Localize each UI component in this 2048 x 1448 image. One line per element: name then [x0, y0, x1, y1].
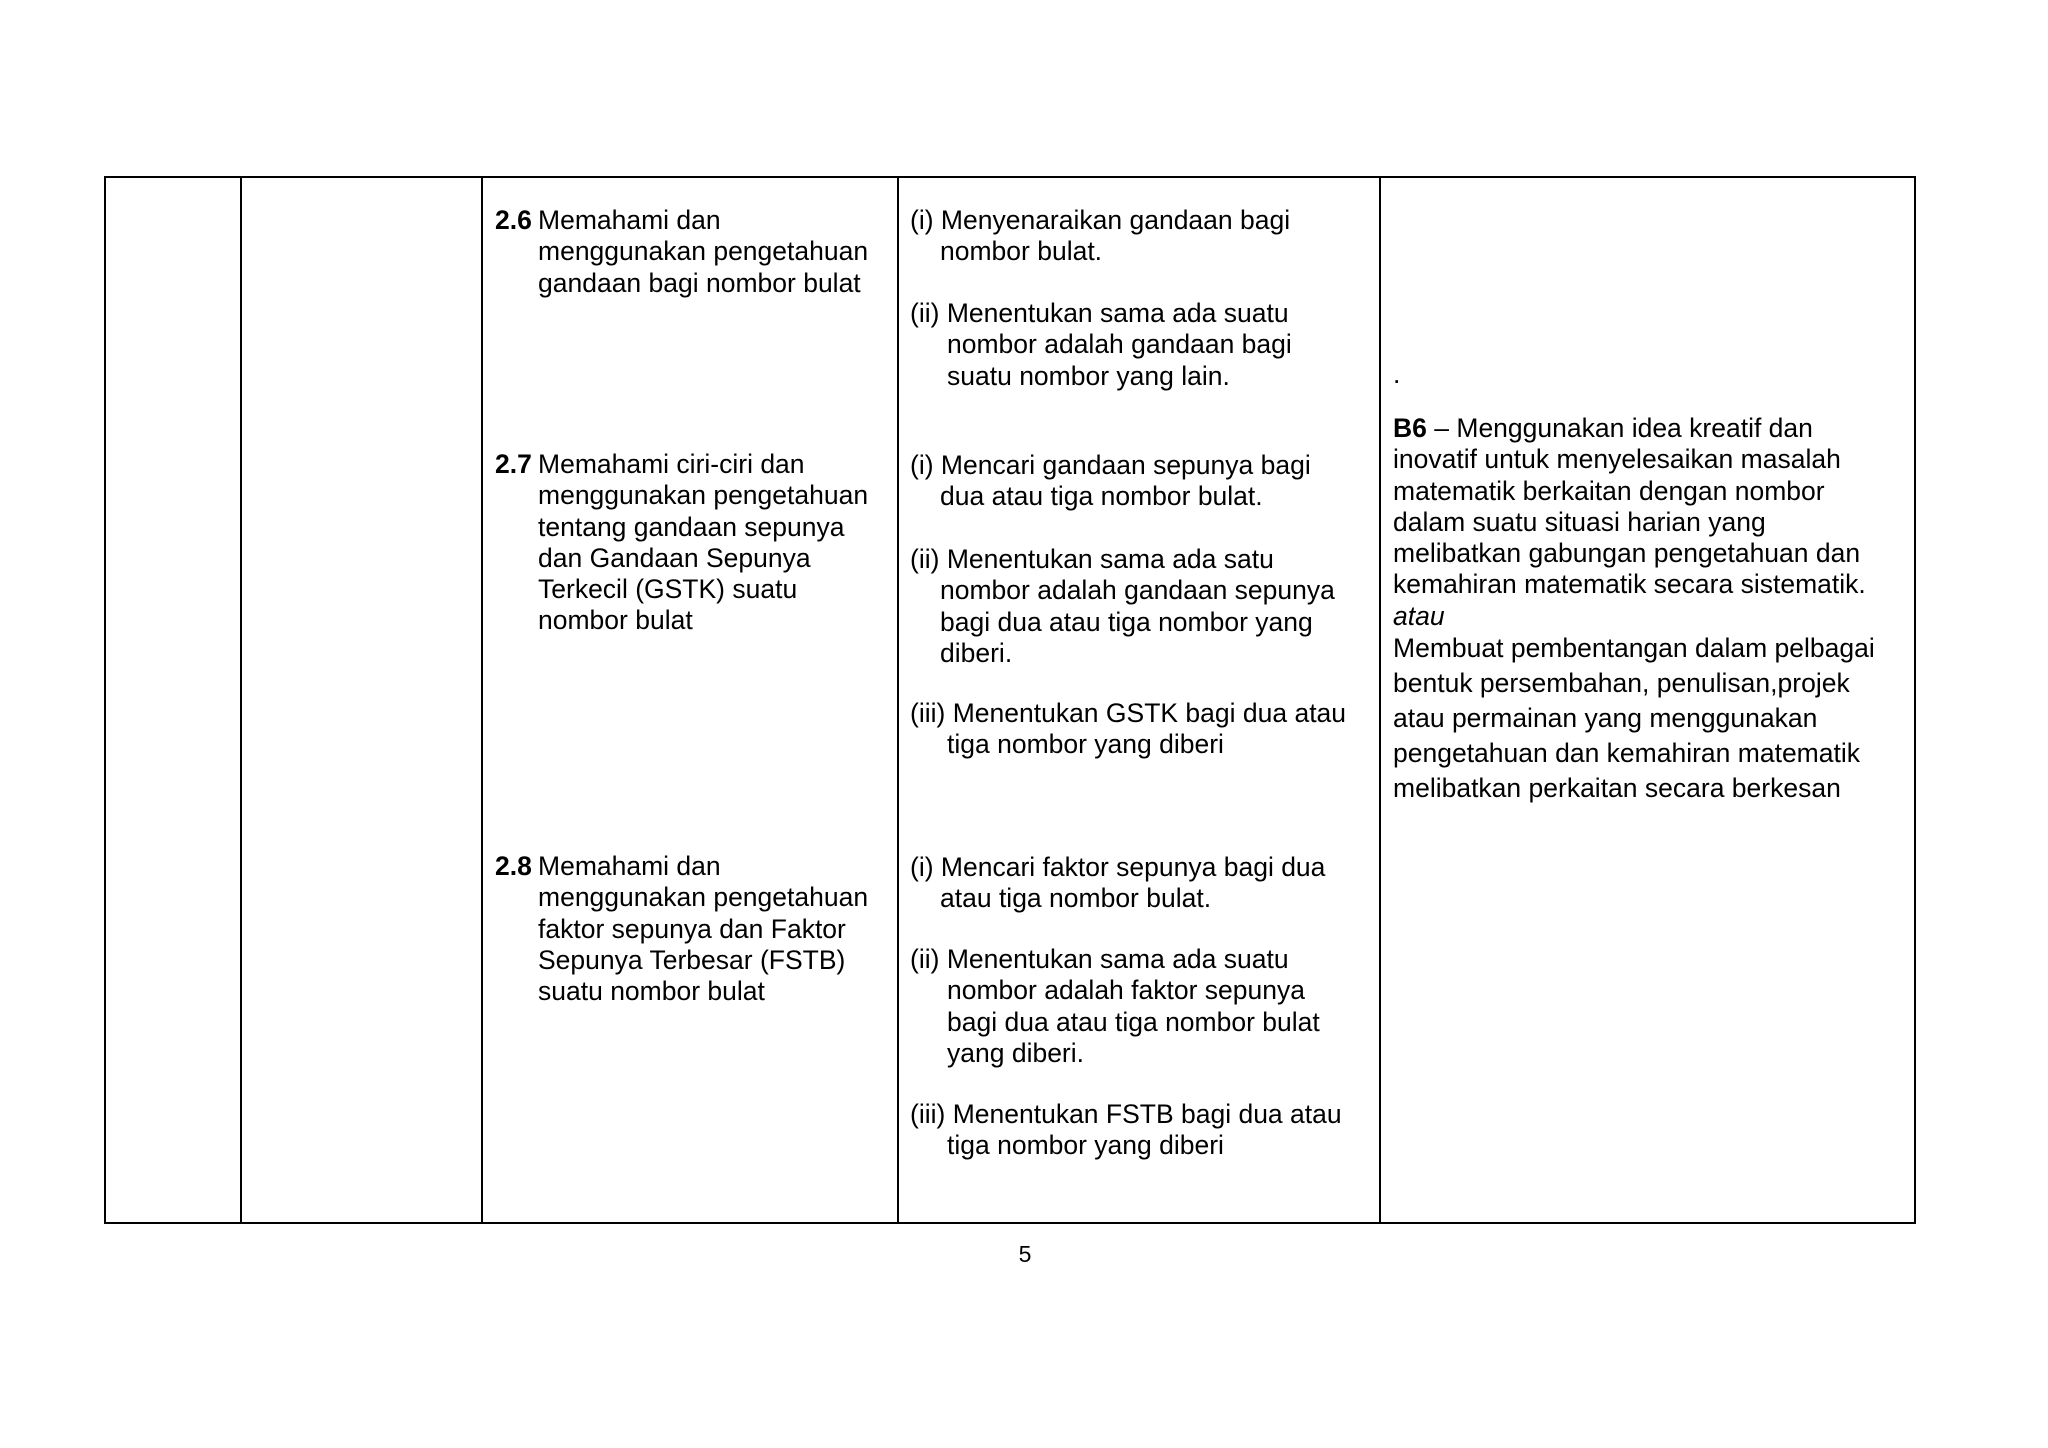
- performance-text-line: melibatkan gabungan pengetahuan dan: [1393, 538, 1861, 569]
- objective-text-line: nombor adalah gandaan sepunya: [940, 575, 1335, 606]
- performance-first-line: [1393, 413, 1866, 444]
- standard-text-line: nombor bulat: [538, 605, 693, 636]
- objective-text-line: yang diberi.: [947, 1037, 1085, 1068]
- performance-cell: [1379, 178, 1914, 1222]
- objective-text-line: Menentukan sama ada satu: [946, 544, 1274, 574]
- standard-text-line: menggunakan pengetahuan: [538, 882, 869, 913]
- objective-label: (iii): [910, 1099, 946, 1129]
- performance-alt-line: bentuk persembahan, penulisan,projek: [1393, 668, 1850, 698]
- objective-first-line: [910, 544, 1335, 575]
- standard-text-line: tentang gandaan sepunya: [538, 511, 845, 542]
- standard-text-line: Memahami dan: [538, 205, 721, 235]
- objective-label: (i): [910, 205, 934, 235]
- objective-text-line: atau tiga nombor bulat.: [940, 883, 1212, 914]
- objective-first-line: [910, 450, 1311, 481]
- objective-text-line: bagi dua atau tiga nombor yang: [940, 606, 1313, 637]
- performance-text-line: – Menggunakan idea kreatif dan: [1434, 413, 1813, 443]
- objective-first-line: [910, 1099, 1342, 1130]
- objective-item: [910, 1099, 1342, 1162]
- standard-first-line: [495, 851, 868, 882]
- objective-item: [910, 450, 1311, 513]
- objective-text-line: Mencari faktor sepunya bagi dua: [940, 852, 1326, 882]
- objective-item: [910, 944, 1320, 1069]
- objective-text-line: nombor adalah faktor sepunya: [947, 975, 1305, 1006]
- objective-first-line: [910, 852, 1325, 883]
- standard-text-line: gandaan bagi nombor bulat: [538, 267, 861, 298]
- standard-text-line: Terkecil (GSTK) suatu: [538, 574, 798, 605]
- performance-connector: atau: [1393, 600, 1445, 631]
- standard-text-line: suatu nombor bulat: [538, 976, 765, 1007]
- objective-text-line: tiga nombor yang diberi: [947, 1130, 1224, 1161]
- objective-label: (ii): [910, 298, 940, 328]
- objective-label: (i): [910, 852, 934, 882]
- standard-code: 2.6: [495, 205, 532, 235]
- standard-text-line: Sepunya Terbesar (FSTB): [538, 944, 846, 975]
- objective-first-line: [910, 698, 1346, 729]
- performance-alt-line: Membuat pembentangan dalam pelbagai: [1393, 633, 1875, 663]
- objective-text-line: dua atau tiga nombor bulat.: [940, 481, 1263, 512]
- performance-alt-line: melibatkan perkaitan secara berkesan: [1393, 773, 1841, 803]
- performance-text-line: inovatif untuk menyelesaikan masalah: [1393, 444, 1841, 475]
- objective-text-line: Mencari gandaan sepunya bagi: [940, 450, 1311, 480]
- standard-text-line: menggunakan pengetahuan: [538, 236, 869, 267]
- standards-cell: [481, 178, 897, 1222]
- standard-text-line: faktor sepunya dan Faktor: [538, 913, 846, 944]
- objective-text-line: suatu nombor yang lain.: [947, 360, 1230, 391]
- objective-label: (iii): [910, 698, 946, 728]
- objective-text-line: Menyenaraikan gandaan bagi: [940, 205, 1291, 235]
- performance-text-line: matematik berkaitan dengan nombor: [1393, 475, 1825, 506]
- objective-label: (ii): [910, 944, 940, 974]
- objective-label: (ii): [910, 544, 940, 574]
- performance-text-line: dalam suatu situasi harian yang: [1393, 506, 1766, 537]
- marker-text: .: [1393, 359, 1401, 389]
- standard-text-line: menggunakan pengetahuan: [538, 480, 869, 511]
- objective-item: [910, 205, 1290, 268]
- objective-text-line: Menentukan GSTK bagi dua atau: [952, 698, 1347, 728]
- table-cell-empty: [240, 178, 481, 1222]
- standard-code: 2.8: [495, 851, 532, 881]
- standard-code: 2.7: [495, 449, 532, 479]
- page-number: 5: [1018, 1241, 1032, 1267]
- performance-alt-line: pengetahuan dan kemahiran matematik: [1393, 738, 1860, 768]
- objective-text-line: Menentukan sama ada suatu: [946, 944, 1289, 974]
- table-cell-empty: [106, 178, 240, 1222]
- objective-item: [910, 852, 1325, 915]
- objective-first-line: [910, 205, 1290, 236]
- performance-text-line: kemahiran matematik secara sistematik.: [1393, 569, 1866, 600]
- standard-text-line: dan Gandaan Sepunya: [538, 542, 811, 573]
- objective-item: [910, 298, 1292, 392]
- performance-alt-line: atau permainan yang menggunakan: [1393, 703, 1818, 733]
- standard-text-line: Memahami ciri-ciri dan: [538, 449, 805, 479]
- standard-2-8: [495, 851, 868, 1007]
- curriculum-table: [104, 176, 1916, 1224]
- standard-2-7: [495, 449, 868, 637]
- objective-item: [910, 544, 1335, 669]
- objective-text-line: nombor bulat.: [940, 236, 1103, 267]
- standard-first-line: [495, 449, 868, 480]
- objective-text-line: bagi dua atau tiga nombor bulat: [947, 1006, 1320, 1037]
- objective-text-line: tiga nombor yang diberi: [947, 729, 1224, 760]
- objective-label: (i): [910, 450, 934, 480]
- objective-first-line: [910, 944, 1320, 975]
- standard-2-6: [495, 205, 868, 299]
- standard-first-line: [495, 205, 868, 236]
- objective-item: [910, 698, 1346, 761]
- performance-alternative: [1393, 631, 1875, 806]
- objectives-cell: [897, 178, 1379, 1222]
- performance-marker: [1393, 359, 1400, 390]
- performance-code: B6: [1393, 413, 1427, 443]
- objective-text-line: nombor adalah gandaan bagi: [947, 329, 1292, 360]
- objective-first-line: [910, 298, 1292, 329]
- objective-text-line: Menentukan sama ada suatu: [946, 298, 1289, 328]
- objective-text-line: diberi.: [940, 637, 1013, 668]
- performance-descriptor: [1393, 413, 1866, 632]
- objective-text-line: Menentukan FSTB bagi dua atau: [952, 1099, 1342, 1129]
- standard-text-line: Memahami dan: [538, 851, 721, 881]
